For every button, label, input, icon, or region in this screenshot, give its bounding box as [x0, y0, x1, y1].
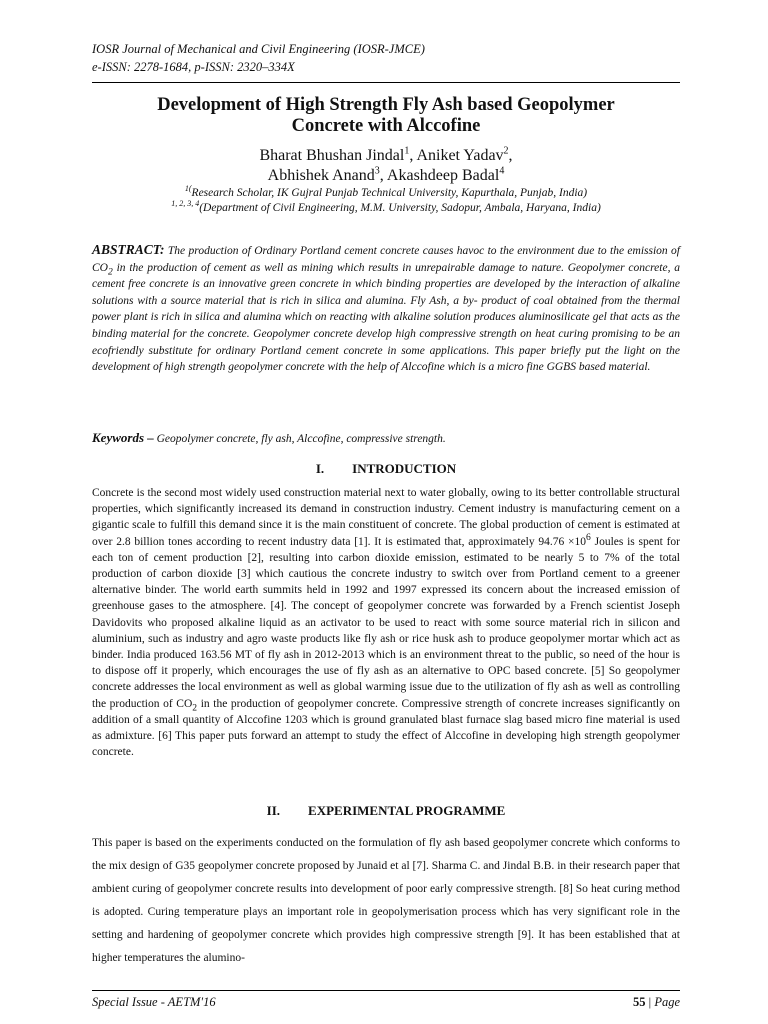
author-3: Abhishek Anand: [267, 167, 375, 184]
keywords-label: Keywords –: [92, 430, 154, 445]
title-line-1: Development of High Strength Fly Ash based Geopolymer: [157, 95, 615, 115]
affiliation-1: $^{1(}$Research Scholar, IK Gujral Punjab Technical University, Kapurthala, Punjab, India): [184, 184, 588, 199]
paper-title: [92, 95, 680, 137]
experimental-paragraph: This paper is based on the experiments conducted on the formulation of fly ash based geopolymer concrete which conforms to the mix design of G35 geopolymer concrete proposed by Junaid et al [7]. Sharma C. and Jindal B.B. in their research paper that ambient curing of geopolymer concrete results into development of poor early compressive strength. [8] So heat curing method is adopted. Curing temperature plays an important role in geopolymerisation process which has very significant role in the setting and hardening of geopolymer concrete which provides high compressive strength [9]. It has been established that at higher temperatures the alumino-: [92, 837, 680, 964]
footer-page: 55 | Page: [633, 995, 680, 1009]
author-line-1: Bharat Bhushan Jindal$^1$, Aniket Yadav$^2$,: [259, 145, 513, 164]
journal-issn: e-ISSN: 2278-1684, p-ISSN: 2320–334X: [92, 60, 295, 74]
keywords: Keywords – Geopolymer concrete, fly ash, Alccofine, compressive strength.: [92, 430, 446, 445]
affiliation-1-sup: 1(: [184, 184, 192, 194]
journal-name: IOSR Journal of Mechanical and Civil Engineering (IOSR-JMCE): [92, 42, 425, 56]
abstract-label: ABSTRACT:: [92, 242, 165, 257]
author-2: Aniket Yadav: [416, 147, 504, 164]
section-heading-introduction: I. INTRODUCTION: [315, 461, 457, 476]
author-list: [92, 146, 680, 186]
footer-rule: [92, 990, 680, 991]
author-3-sup: 3: [374, 165, 380, 177]
introduction-paragraph: Concrete is the second most widely used construction material next to water globally, owing to its better controllable structural properties, which significantly increased its demand in construction industry. Cement industry is manufacturing cement on a gigantic scale to fulfill this demand since it is the main constituent of concrete. The global production of cement is estimated at over 2.8 billion tones according to recent industry data [1]. It is estimated that, approximately $94.76 \times 10^6$ Joules is spent for each ton of cement production [2], resulting into carbon dioxide emission, estimated to be nearly 5 to 7% of the total production of carbon dioxide [3] which cautious the concrete industry to switch over from Portland cement to a greener alternative binder. The world earth summits held in 1992 and 1997 expressed its concern about the increased emission of greenhouse gases to the atmosphere. [4]. The concept of geopolymer concrete was forwarded by a French scientist Joseph Davidovits who proposed alkaline liquid as an activator to be used to react with some source material rich in silicon and aluminium, such as industry and agro waste products like fly ash or rice husk ash to produce geopolymer mortar which act as binder. India produced 163.56 MT of fly ash in 2012-2013 which is an environment threat to the public, so need of the hour is to dispose off it properly, which encourages the use of fly ash as an alternative to OPC based concrete. [5] So geopolymer concrete addresses the local environment as well as global warming issue due to the utilization of fly ash as well as controlling the production of $CO_2$ in the production of geopolymer concrete. Compressive strength of concrete increases significantly on addition of a small quantity of Alccofine 1203 which is ground granulated blast furnace slag based micro fine material is used as admixture. [6] This paper puts forward an attempt to study the effect of Alccofine in developing high strength geopolymer concrete.: [92, 487, 680, 759]
footer-issue: Special Issue - AETM'16: [92, 995, 216, 1009]
author-1-sup: 1: [404, 145, 410, 157]
page-number: 55: [633, 995, 646, 1009]
author-line-2: Abhishek Anand$^3$, Akashdeep Badal$^4$: [267, 165, 505, 184]
header-rule: [92, 82, 680, 83]
title-line-2: Concrete with Alccofine: [291, 116, 481, 136]
abstract: ABSTRACT: The production of Ordinary Portland cement concrete causes havoc to the environment due to the emission of $CO_2$ in the production of cement as well as mining which results in unrepairable damage to nature. Geopolymer concrete, a cement free concrete is an innovative green concrete in which binding properties are developed by the interaction of alkaline solutions with a source material that is rich in silica and alumina. Fly Ash, a by- product of coal obtained from the thermal power plant is rich in silica and alumina which on reacting with alkaline solution produces aluminosilicate gel that acts as the binding material for the concrete. Geopolymer concrete develop high compressive strength on heat curing promising to be an ecofriendly substitute for ordinary Portland cement concrete in some applications. This paper briefly put the light on the development of high strength geopolymer concrete with the help of Alccofine which is a micro fine GGBS based material.: [92, 242, 680, 374]
affiliation-2: $^{1, 2, 3, 4}$(Department of Civil Engineering, M.M. University, Sadopur, Ambala, Haryana, India): [171, 199, 601, 214]
affiliations: [92, 186, 680, 216]
author-4: Akashdeep Badal: [386, 167, 500, 184]
author-1: Bharat Bhushan Jindal: [259, 147, 405, 164]
section-heading-experimental: II. EXPERIMENTAL PROGRAMME: [266, 803, 506, 818]
author-2-sup: 2: [503, 145, 509, 157]
author-4-sup: 4: [499, 165, 505, 177]
affiliation-2-sup: 1, 2, 3, 4: [171, 199, 200, 209]
